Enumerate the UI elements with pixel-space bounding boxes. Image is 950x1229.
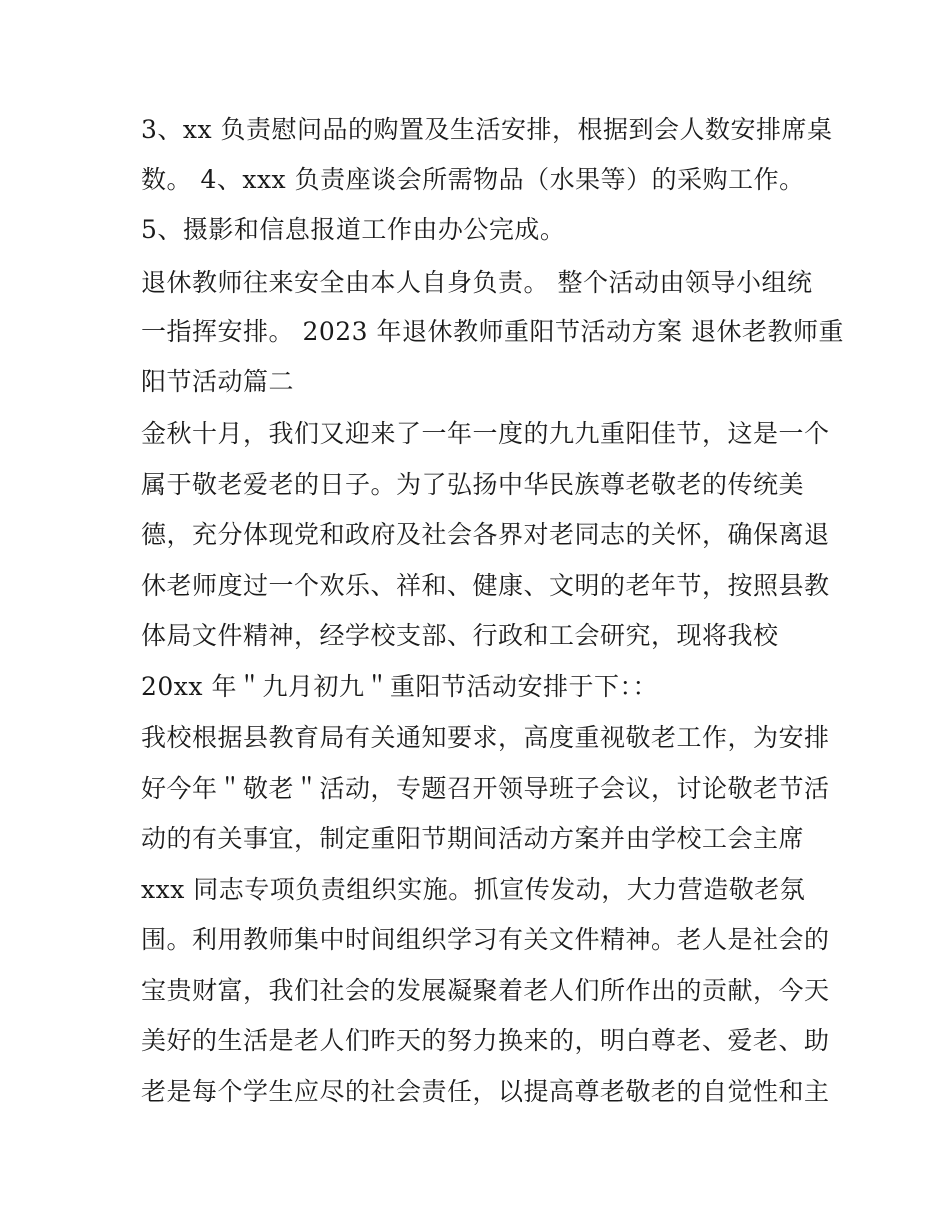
- text-line: 阳节活动篇二: [141, 367, 295, 396]
- text-line: 我校根据县教育局有关通知要求，高度重视敬老工作，为安排: [141, 723, 830, 752]
- text-line: 金秋十月，我们又迎来了一年一度的九九重阳佳节，这是一个: [141, 419, 830, 448]
- text-line: 3、xx 负责慰问品的购置及生活安排，根据到会人数安排席桌: [141, 115, 833, 144]
- text-line: xxx 同志专项负责组织实施。抓宣传发动，大力营造敬老氛: [141, 875, 806, 904]
- text-line: 老是每个学生应尽的社会责任，以提高尊老敬老的自觉性和主: [141, 1077, 830, 1106]
- text-line: 美好的生活是老人们昨天的努力换来的，明白尊老、爱老、助: [141, 1026, 830, 1055]
- text-line: 属于敬老爱老的日子。为了弘扬中华民族尊老敬老的传统美: [141, 470, 805, 499]
- text-line: 5、摄影和信息报道工作由办公完成。: [141, 215, 566, 244]
- text-line: 围。利用教师集中时间组织学习有关文件精神。老人是社会的: [141, 925, 830, 954]
- text-line: 德，充分体现党和政府及社会各界对老同志的关怀，确保离退: [141, 520, 830, 549]
- text-line: 动的有关事宜，制定重阳节期间活动方案并由学校工会主席: [141, 824, 805, 853]
- text-line: 退休教师往来安全由本人自身负责。 整个活动由领导小组统: [141, 268, 813, 297]
- text-line: 一指挥安排。 2023 年退休教师重阳节活动方案 退休老教师重: [141, 317, 844, 346]
- text-line: 好今年＂敬老＂活动，专题召开领导班子会议，讨论敬老节活: [141, 774, 830, 803]
- text-line: 数。 4、xxx 负责座谈会所需物品（水果等）的采购工作。: [141, 165, 805, 194]
- text-line: 宝贵财富，我们社会的发展凝聚着老人们所作出的贡献，今天: [141, 976, 830, 1005]
- text-line: 20xx 年＂九月初九＂重阳节活动安排于下：：: [141, 672, 658, 701]
- text-line: 休老师度过一个欢乐、祥和、健康、文明的老年节，按照县教: [141, 571, 830, 600]
- text-line: 体局文件精神，经学校支部、行政和工会研究，现将我校: [141, 621, 779, 650]
